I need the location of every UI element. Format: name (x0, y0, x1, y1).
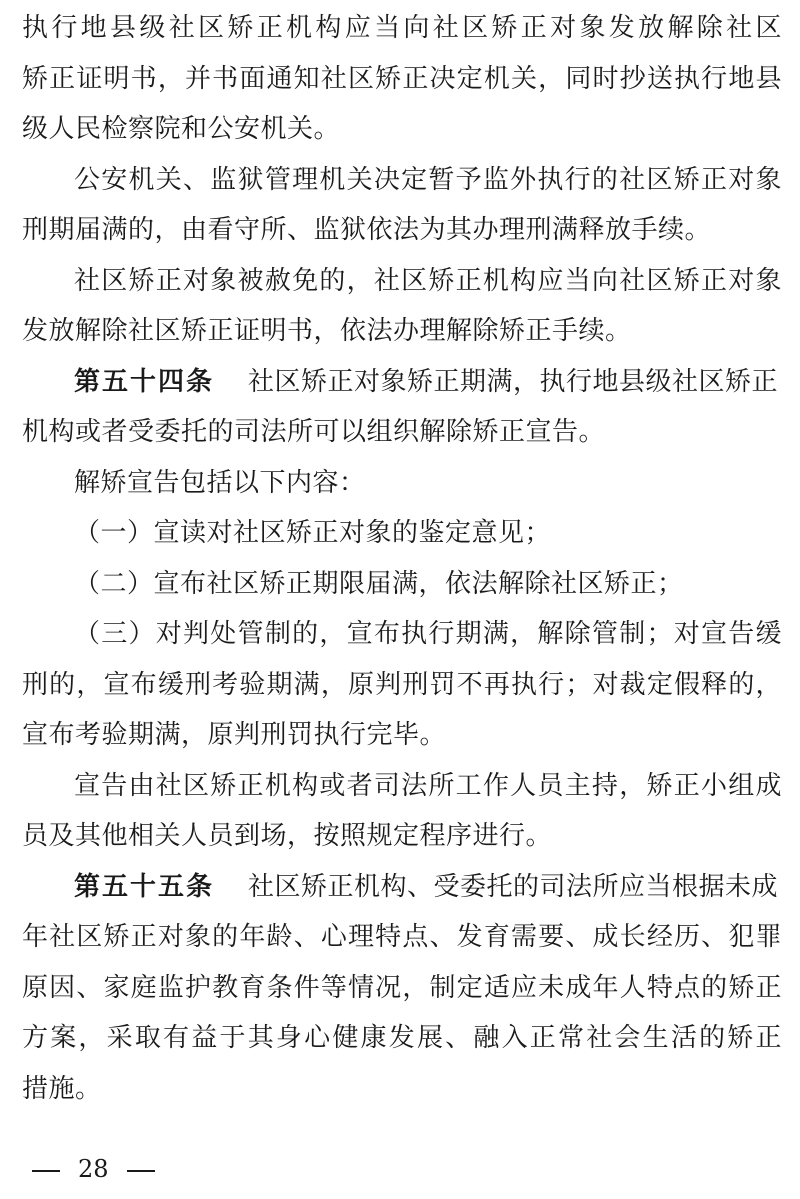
text-line (22, 1069, 782, 1109)
page-number: 28 (78, 1155, 109, 1183)
line-text: 措施。 (22, 1074, 102, 1104)
text-line (74, 463, 782, 503)
text-line (22, 59, 782, 99)
line-text: 原因、家庭监护教育条件等情况，制定适应未成年人特点的矫正 (22, 973, 782, 1003)
line-text: 社区矫正对象被赦免的，社区矫正机构应当向社区矫正对象 (74, 266, 782, 296)
line-text: （三）对判处管制的，宣布执行期满，解除管制；对宣告缓 (74, 619, 782, 649)
text-line (74, 160, 782, 200)
page-footer (32, 1152, 155, 1186)
text-line (22, 1018, 782, 1058)
line-text: 解矫宣告包括以下内容： (74, 468, 366, 498)
footer-dash-left (32, 1170, 60, 1172)
text-line (22, 311, 782, 351)
line-text: 年社区矫正对象的年龄、心理特点、发育需要、成长经历、犯罪 (22, 922, 782, 952)
line-text: 公安机关、监狱管理机关决定暂予监外执行的社区矫正对象 (74, 165, 782, 195)
line-text: 宣告由社区矫正机构或者司法所工作人员主持，矫正小组成 (74, 771, 782, 801)
line-text: （二）宣布社区矫正期限届满，依法解除社区矫正； (74, 569, 684, 599)
line-text: 刑期届满的，由看守所、监狱依法为其办理刑满释放手续。 (22, 215, 712, 245)
article-label: 第五十四条 (74, 367, 215, 397)
text-line (74, 614, 782, 654)
text-line (22, 665, 782, 705)
line-text: 社区矫正对象矫正期满，执行地县级社区矫正 (248, 367, 779, 397)
text-line (22, 109, 782, 149)
text-line (74, 766, 782, 806)
article-label: 第五十五条 (74, 872, 215, 902)
text-line (22, 412, 782, 452)
text-line (22, 8, 782, 48)
line-text: 宣布考验期满，原判刑罚执行完毕。 (22, 720, 447, 750)
line-text: （一）宣读对社区矫正对象的鉴定意见； (74, 518, 552, 548)
line-text: 执行地县级社区矫正机构应当向社区矫正对象发放解除社区 (22, 13, 782, 43)
line-text: 刑的，宣布缓刑考验期满，原判刑罚不再执行；对裁定假释的， (22, 670, 782, 700)
text-line (74, 513, 782, 553)
footer-dash-right (127, 1170, 155, 1172)
line-text: 机构或者受委托的司法所可以组织解除矫正宣告。 (22, 417, 606, 447)
line-text: 方案，采取有益于其身心健康发展、融入正常社会生活的矫正 (22, 1023, 782, 1053)
text-line (22, 917, 782, 957)
line-text: 级人民检察院和公安机关。 (22, 114, 341, 144)
line-text: 发放解除社区矫正证明书，依法办理解除矫正手续。 (22, 316, 632, 346)
text-line (74, 362, 782, 402)
line-text: 社区矫正机构、受委托的司法所应当根据未成 (248, 872, 779, 902)
text-line (22, 210, 782, 250)
text-line (74, 564, 782, 604)
line-text: 矫正证明书，并书面通知社区矫正决定机关，同时抄送执行地县 (22, 64, 782, 94)
text-line (22, 968, 782, 1008)
text-line (74, 867, 782, 907)
text-line (22, 715, 782, 755)
line-text: 员及其他相关人员到场，按照规定程序进行。 (22, 821, 553, 851)
text-line (22, 816, 782, 856)
text-line (74, 261, 782, 301)
